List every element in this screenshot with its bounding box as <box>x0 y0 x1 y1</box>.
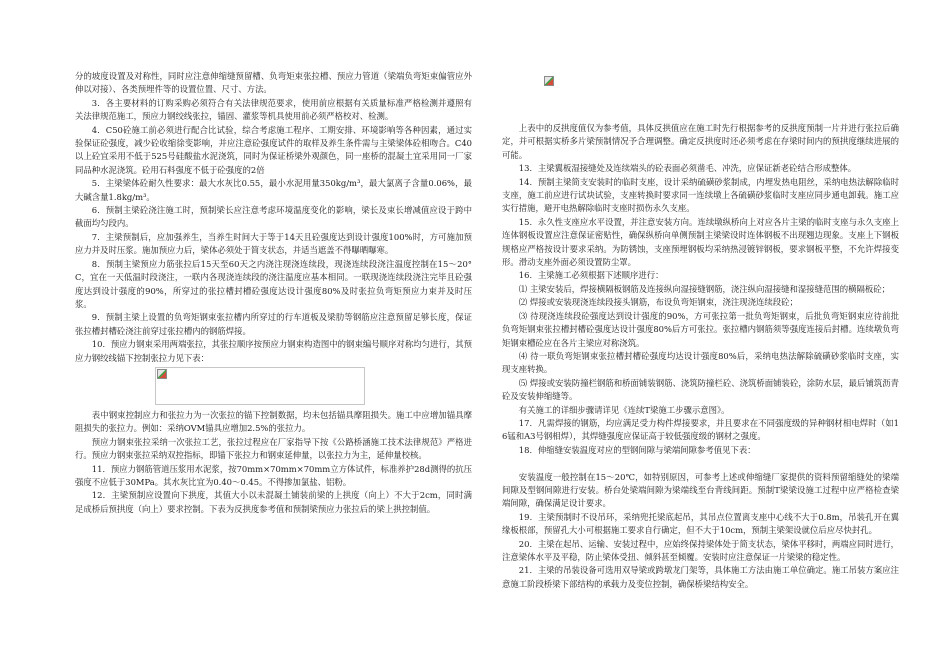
paragraph: 18．伸缩缝安装温度对应的型钢间隙与梁端间隙参考值见下表： <box>518 444 756 455</box>
paragraph: 7．主梁预制后，应加强养生，当养生时间大于等于14天且砼强度达到设计强度100%时，方可施加预应力并及时压浆。施加预应力后，梁体必须处于简支状态，并适当遮盖不得曝晒曝寒。 <box>75 231 472 256</box>
paragraph: ⑶ 待现浇连续段砼强度达到设计强度的90%，方可张拉第一批负弯矩钢束，后批负弯矩钢束应待前批负弯矩钢束张拉槽封槽砼强度达设计强度80%后方可张拉。张拉槽内钢筋须等强度连接后封槽。连续墩负弯矩钢束槽砼应在各片主梁应对称浇筑。 <box>502 310 899 348</box>
paragraph: 20．主梁在起吊、运输、安装过程中，应始终保持梁体处于简支状态，梁体平移时，两端应同时进行，注意梁体水平及平稳，防止梁体受扭、倾斜甚至倾覆。安装时应注意保证一片梁梁的稳定性。 <box>502 538 899 562</box>
paragraph: 11．预应力钢筋管道压浆用水泥浆，按70mm×70mm×70mm立方体试件，标准养护28d测得的抗压强度不应低于30MPa。其水灰比宜为0.40～0.45。不得掺加氯盐、铝粉。 <box>75 463 472 487</box>
image-spacer <box>502 70 899 122</box>
broken-image-icon <box>157 369 167 379</box>
paragraph: 21．主梁的吊装设备可选用双导梁或跨墩龙门架等，具体施工方法由施工单位确定。施工吊装方案应注意施工阶段桥梁下部结构的承载力及变位控制，确保桥梁结构安全。 <box>502 565 899 589</box>
paragraph: ⑴ 主梁安装后，焊接横隔板钢筋及连接纵向湿接缝钢筋，浇注纵向湿接缝和湿接缝范围的横隔板砼； <box>518 283 890 294</box>
paragraph: 16．主梁施工必须根据下述顺序进行： <box>518 270 664 281</box>
paragraph: ⑵ 焊接或安装现浇连续段接头钢筋，布设负弯矩钢束，浇注现浇连续段砼； <box>518 297 798 308</box>
paragraph: 12．主梁预制应设置向下拱度，其值大小以未混凝土铺装前梁的上拱度（向上）不大于2cm，同时满足成桥后预拱度（向上）要求控制。下表为反拱度参考值和预制梁预应力张拉后的梁上拱控制值。 <box>75 490 472 514</box>
paragraph: 10．预应力钢束采用两端张拉，其张拉顺序按预应力钢束构造图中的钢束编号顺序对称均匀进行，其预应力钢绞线锚下控制张拉力见下表： <box>75 339 472 363</box>
paragraph: 有关施工的详细步骤请详见《连续T梁施工步骤示意图》。 <box>518 404 730 415</box>
right-text-column <box>502 70 899 591</box>
paragraph: 13．主梁翼板湿接缝处及连续端头的砼表面必须凿毛、冲洗，应保证新老砼结合形成整体。 <box>518 163 857 174</box>
paragraph: ⑸ 焊接或安装防撞栏钢筋和桥面铺装钢筋、浇筑防撞栏砼、浇筑桥面铺装砼，涂防水层，最后铺筑沥青砼及安装伸缩缝等。 <box>502 377 899 402</box>
paragraph: 表中钢束控制应力和张拉力为一次张拉的锚下控制数据，均未包括锚具摩阻损失。施工中应增加锚具摩阻损失的张拉力。例如：采纳OVM锚具应增加2.5%的张拉力。 <box>75 409 472 434</box>
paragraph: 8．预制主梁预应力筋张拉后15天至60天之内浇注现浇连续段，现浇连续段浇注温度控制在15～20°C，宜在一天低温时段浇注，一联内各现浇连续段的浇注温度应基本相同。一联现浇连续段浇注完毕且砼强度达到设计强度的90%，所穿过的张拉槽封槽砼强度达设计强度80%及时张拉负弯矩预应力束并及时压浆。 <box>75 258 472 309</box>
left-text-column <box>75 70 472 516</box>
paragraph: 分的坡度设置及对称性，同时应注意伸缩缝预留槽、负弯矩束张拉槽、预应力管道（梁端负弯矩束偏管应外伸以对接）、各类预埋件等的设置位置、尺寸、方法。 <box>75 71 472 95</box>
paragraph: 预应力钢束张拉采纳一次张拉工艺，张拉过程应在厂家指导下按《公路桥涵施工技术法律规范》严格进行。预应力钢束张拉采纳双控指标，即锚下张拉力和钢束延伸量，以张拉力为主，延伸量校核。 <box>75 436 472 461</box>
table-image-placeholder <box>155 367 365 405</box>
paragraph: 上表中的反拱度值仅为参考值，具体反拱值应在施工时先行根据参考的反拱度预制一片并进行张拉后确定，并可根据实桥多片梁预制情况予合理调整。确定反拱度时还必须考虑在存梁时间内的预拱度继续进展的可能。 <box>502 123 899 160</box>
paragraph: 19．主梁预制时不设吊环，采纳兜托梁底起吊，其吊点位置离支座中心线不大于0.8m，吊装孔开在翼缘板根部，预留孔大小可根据施工要求自行确定，但不大于10cm，预制主梁架设就位后应尽快封孔。 <box>502 511 899 536</box>
paragraph: 14．预制主梁简支安装时的临时支座，设计采纳硫磺砂浆制成，内埋发热电阻丝，采纳电热法解除临时支座，施工前应进行试块试验，支座转换时要求同一连续墩上各硫磺砂浆临时支座应同步通电卸载。施工应实行措施，避开电热解除临时支座时损伤永久支座。 <box>502 176 899 214</box>
paragraph: 安装温度一般控制在15～20℃，如特别原因，可参考上述或伸缩缝厂家提供的资料预留缩缝处的梁端间隙及型钢间隙进行安装。桥台处梁端间隙为梁端线至台背线间距。预制T梁梁设施工过程中应严格检查梁端间隙，确保满足设计要求。 <box>502 471 899 509</box>
paragraph: 5．主梁梁体砼耐久性要求：最大水灰比0.55，最小水泥用量350kg/m³，最大氯离子含量0.06%，最大碱含量1.8kg/m³。 <box>75 178 472 202</box>
paragraph: 6．预制主梁砼浇注施工时，预制梁长应注意考虑环境温度变化的影响，梁长及束长增减值应设于跨中截面均匀段内。 <box>75 205 472 229</box>
paragraph: ⑷ 待一联负弯矩钢束张拉槽封槽砼强度均达设计强度80%后，采纳电热法解除硫磺砂浆临时支座，实现支座转换。 <box>502 350 899 375</box>
paragraph: 17．凡需焊接的钢筋，均应满足受力构件焊接要求，并且要求在不同强度级的异种钢材相电焊时（如16锰和A3号钢相焊），其焊缝强度应保证高于较低强度级的钢材之强度。 <box>502 417 899 442</box>
paragraph: 15．永久性支座应水平设置，并注意安装方向。连续墩纵桥向上对应各片主梁的临时支座与永久支座上连体钢板设置应注意保证密贴性，确保纵桥向单侧预制主梁梁设时连体钢板不出现翘边现象。支座上下钢板规格应严格按设计要求采纳。为防锈蚀，支座预埋钢板均采纳热浸镀锌钢板，要求钢板平整，不允许焊接变形。滑动支座外面必须设置防尘罩。 <box>502 216 899 268</box>
paragraph: 9．预制主梁上设置的负弯矩钢束张拉槽内所穿过的行车道板及梁肋等钢筋应注意预留足够长度，保证张拉槽封槽砼浇注前穿过张拉槽内的钢筋焊接。 <box>75 312 472 336</box>
paragraph: 4．C50砼施工前必须进行配合比试验，综合考虑施工程序、工期安排、环境影响等各种因素，通过实验保证砼强度，减少砼收缩徐变影响，并应注意砼强度试件的取样及养生条件需与主梁梁体砼相吻合。C40以上砼宜采用不低于525号硅酸盐水泥浇筑，同时为保证桥梁外观颜色，同一座桥的混凝土宜采用同一厂家同品种水泥浇筑。砼用石料强度不低于砼强度的2倍 <box>75 124 472 175</box>
paragraph: 3．各主要材料的订购采购必须符合有关法律规范要求，使用前应根据有关质量标准严格检测并遵照有关法律规范施工，预应力钢绞线张拉，锚固、灌浆等机具使用前必须严格校对、检测。 <box>75 97 472 122</box>
